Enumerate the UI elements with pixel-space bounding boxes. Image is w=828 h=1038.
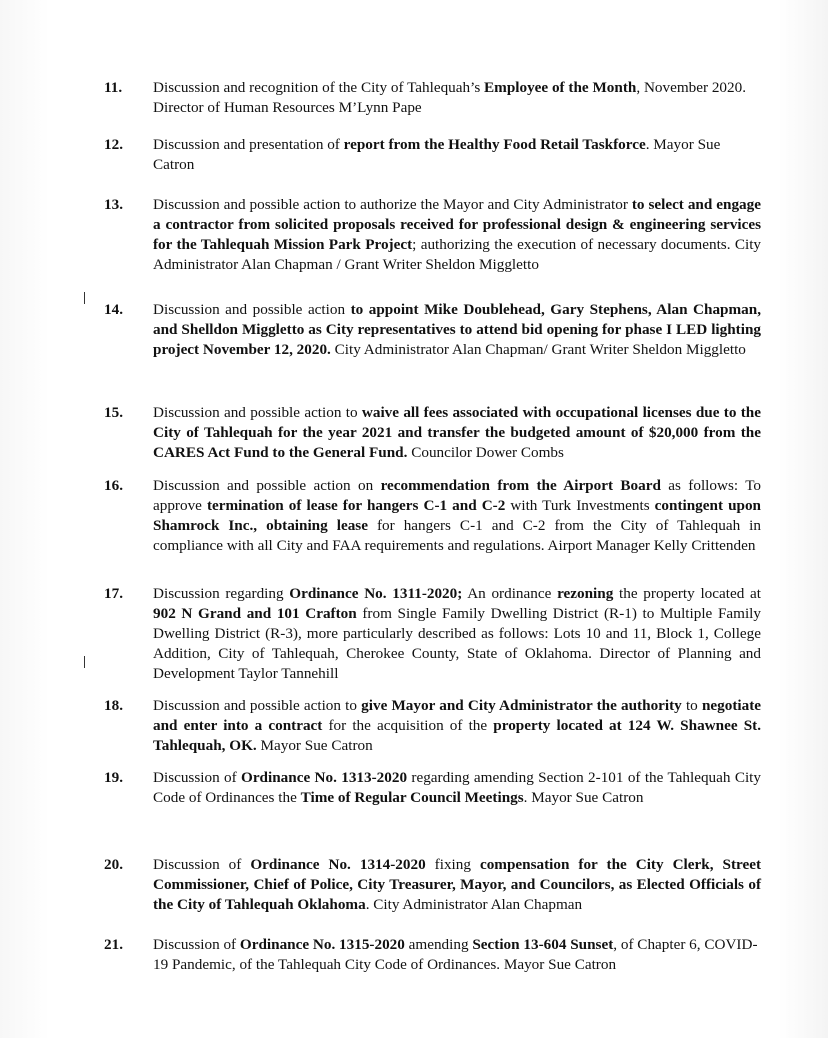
text-run: fixing [425, 856, 480, 873]
item-number: 20. [104, 856, 123, 873]
text-run: . Mayor Sue Catron [523, 789, 644, 806]
item-number: 13. [104, 196, 123, 213]
bold-text-run: Ordinance No. 1315-2020 [239, 936, 405, 953]
item-number: 17. [104, 585, 123, 602]
item-text [153, 768, 761, 808]
text-run: amending [404, 936, 473, 953]
text-run: with Turk Investments [505, 497, 655, 514]
text-run: Discussion and possible action to authorize the Mayor and City Administrator [153, 196, 632, 213]
text-run: Mayor Sue Catron [256, 737, 373, 754]
text-run: An ordinance [462, 585, 558, 602]
item-text [153, 403, 761, 463]
bold-text-run: Ordinance No. 1313-2020 [241, 769, 408, 786]
text-run: City Administrator Alan Chapman/ Grant Writer Sheldon Miggletto [330, 341, 746, 358]
item-text [153, 935, 761, 975]
text-run: for hangers C-1 and C-2 from the City of Tahlequah in compliance with all City and FAA requirements and regulations. Airport Manager Kelly Crittenden [153, 517, 761, 554]
bold-text-run: waive all fees associated with occupational licenses due to the City of Tahlequah for the year 2021 and transfer the budgeted amount of $20,000 from the CARES Act Fund to the General Fund. [153, 404, 761, 461]
bold-text-run: Employee of the Month [484, 79, 637, 96]
item-number: 12. [104, 136, 123, 153]
bold-text-run: to select and engage a contractor from solicited proposals received for professional design & engineering services for the Tahlequah Mission Park Project [153, 196, 761, 253]
item-number: 19. [104, 769, 123, 786]
text-run: , November 2020. Director of Human Resources M’Lynn Pape [153, 79, 747, 116]
item-text [153, 135, 761, 175]
text-run: regarding amending Section 2-101 of the Tahlequah City Code of Ordinances the [153, 769, 761, 806]
item-text [153, 855, 761, 915]
text-run: the property located at [613, 585, 761, 602]
text-run: , of Chapter 6, COVID-19 Pandemic, of the Tahlequah City Code of Ordinances. Mayor Sue Catron [153, 936, 758, 973]
bold-text-run: contingent upon Shamrock Inc., obtaining lease [153, 497, 762, 534]
text-run: Councilor Dower Combs [407, 444, 564, 461]
item-number: 14. [104, 301, 123, 318]
text-run: to [681, 697, 702, 714]
item-number: 18. [104, 697, 123, 714]
text-run: . Mayor Sue Catron [153, 136, 721, 173]
bold-text-run: 902 N Grand and 101 Crafton [153, 605, 357, 622]
text-run: ; authorizing the execution of necessary documents. City Administrator Alan Chapman / Grant Writer Sheldon Miggletto [153, 236, 762, 273]
item-text [153, 696, 761, 756]
bold-text-run: give Mayor and City Administrator the authority [361, 697, 682, 714]
bold-text-run: Ordinance No. 1314-2020 [250, 856, 426, 873]
text-run: Discussion and possible action [153, 301, 351, 318]
item-text [153, 584, 761, 684]
bold-text-run: report from the Healthy Food Retail Taskforce [343, 136, 646, 153]
bold-text-run: negotiate and enter into a contract [153, 697, 761, 734]
text-run: Discussion and presentation of [153, 136, 344, 153]
text-run: Discussion and possible action to [153, 697, 362, 714]
text-run: Discussion and possible action on [153, 477, 381, 494]
text-run: . City Administrator Alan Chapman [365, 896, 583, 913]
bold-text-run: recommendation from the Airport Board [380, 477, 661, 494]
item-text [153, 476, 761, 556]
item-number: 15. [104, 404, 123, 421]
text-run: Discussion and possible action to [153, 404, 362, 421]
item-number: 11. [104, 79, 123, 96]
bold-text-run: rezoning [557, 585, 614, 602]
item-number: 21. [104, 936, 123, 953]
margin-tick-mark [84, 292, 85, 304]
text-run: Discussion of [153, 769, 241, 786]
bold-text-run: Ordinance No. 1311-2020; [289, 585, 463, 602]
item-text [153, 195, 761, 275]
item-number: 16. [104, 477, 123, 494]
bold-text-run: to appoint Mike Doublehead, Gary Stephens, Alan Chapman, and Shelldon Miggletto as City representatives to attend bid opening for phase I LED lighting project November 12, 2020. [153, 301, 761, 358]
item-text [153, 300, 761, 360]
text-run: for the acquisition of the [322, 717, 494, 734]
text-run: Discussion regarding [153, 585, 290, 602]
bold-text-run: Time of Regular Council Meetings [300, 789, 524, 806]
text-run: Discussion and recognition of the City of Tahlequah’s [153, 79, 485, 96]
bold-text-run: compensation for the City Clerk, Street Commissioner, Chief of Police, City Treasurer, Mayor, and Councilors, as Elected Officials of the City of Tahlequah Oklahoma [153, 856, 762, 913]
margin-tick-mark [84, 656, 85, 668]
text-run: from Single Family Dwelling District (R-1) to Multiple Family Dwelling District (R-3), more particularly described as follows: Lots 10 and 11, Block 1, College Addition, City of Tahlequah, Cherokee County, State of Oklahoma. Director of Planning and Development Taylor Tannehill [153, 605, 761, 682]
bold-text-run: Section 13-604 Sunset [472, 936, 614, 953]
bold-text-run: termination of lease for hangers C-1 and C-2 [206, 497, 506, 514]
item-text [153, 78, 761, 118]
text-run: Discussion of [153, 936, 240, 953]
text-run: as follows: To approve [153, 477, 762, 514]
text-run: Discussion of [153, 856, 251, 873]
bold-text-run: property located at 124 W. Shawnee St. Tahlequah, OK. [153, 717, 761, 754]
